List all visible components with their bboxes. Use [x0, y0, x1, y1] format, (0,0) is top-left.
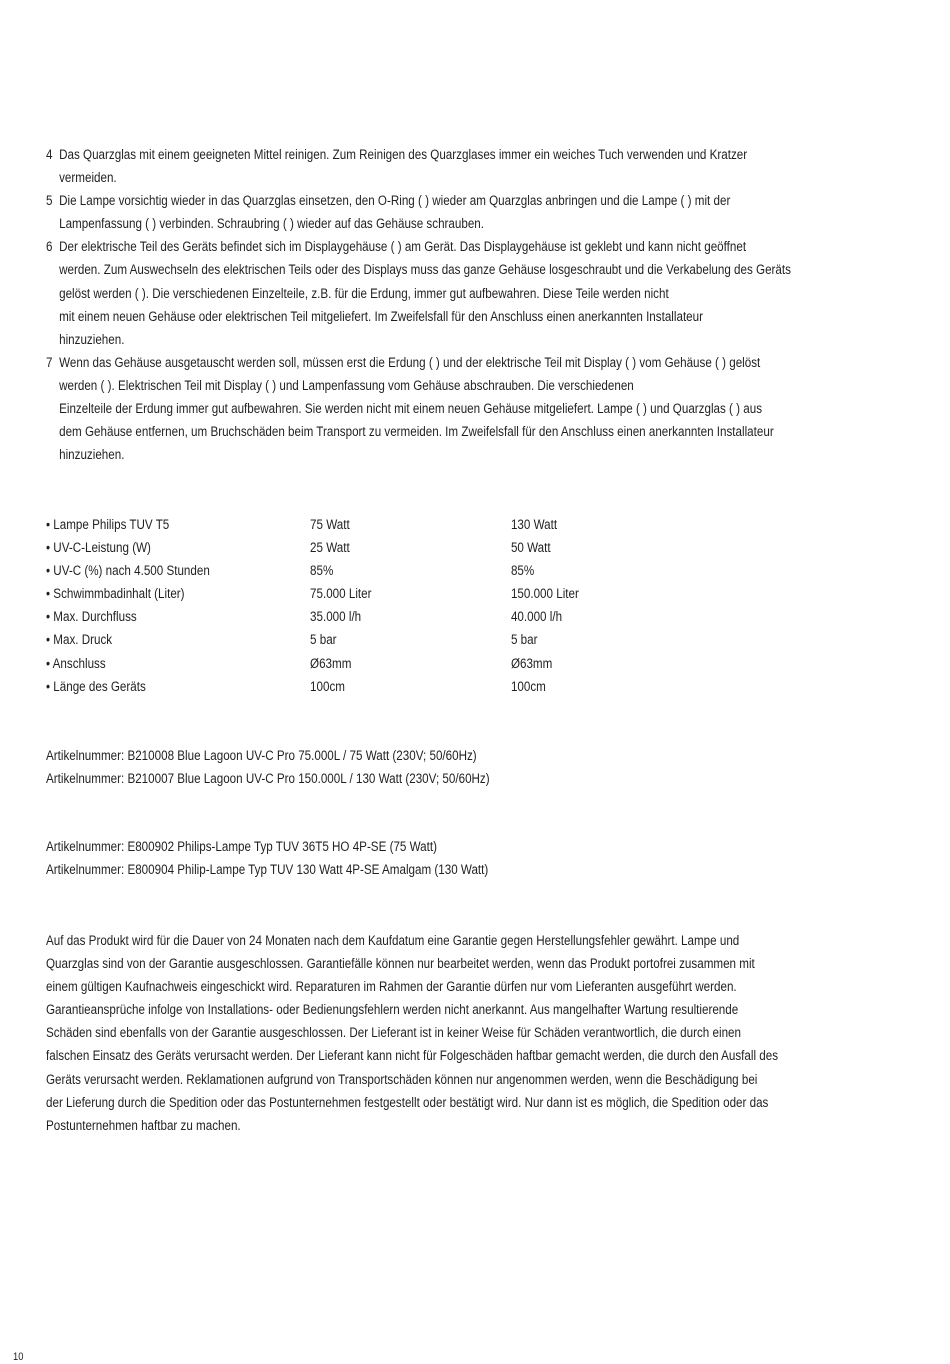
- instruction-steps: [46, 144, 907, 467]
- spec-value-75w: 35.000 l/h: [310, 609, 362, 626]
- spec-row: [46, 514, 620, 537]
- warranty-line: Auf das Produkt wird für die Dauer von 24 Monaten nach dem Kaufdatum eine Garantie gegen Herstellungsfehler gewährt. Lampe und: [46, 933, 740, 949]
- step-text-line: Das Quarzglas mit einem geeigneten Mittel reinigen. Zum Reinigen des Quarzglases immer ein weiches Tuch verwenden und Kratzer: [59, 147, 748, 163]
- spec-value-130w: 50 Watt: [510, 540, 551, 557]
- spec-row: [46, 560, 620, 583]
- step-text-line: hinzuziehen.: [59, 331, 125, 348]
- instruction-step: [46, 144, 907, 190]
- technical-specs-table: [46, 514, 620, 699]
- instruction-step: [46, 236, 907, 351]
- article-number-line: Artikelnummer: B210008 Blue Lagoon UV-C Pro 75.000L / 75 Watt (230V; 50/60Hz): [46, 748, 477, 764]
- warranty-line: einem gültigen Kaufnachweis eingeschickt wird. Reparaturen im Rahmen der Garantie dürfen nur vom Lieferanten ausgeführt werden.: [46, 979, 737, 996]
- spec-value-130w: 40.000 l/h: [510, 609, 563, 626]
- spec-value-75w: 75 Watt: [310, 517, 350, 533]
- spec-label: • UV-C-Leistung (W): [46, 540, 151, 557]
- article-number-line: Artikelnummer: B210007 Blue Lagoon UV-C Pro 150.000L / 130 Watt (230V; 50/60Hz): [46, 771, 490, 788]
- step-text-line: dem Gehäuse entfernen, um Bruchschäden beim Transport zu vermeiden. Im Zweifelsfall für den Anschluss einen anerkannten Installateur: [59, 424, 774, 441]
- spec-value-130w: 5 bar: [510, 632, 538, 649]
- article-number-line: Artikelnummer: E800902 Philips-Lampe Typ TUV 36T5 HO 4P-SE (75 Watt): [46, 839, 437, 855]
- warranty-line: falschen Einsatz des Geräts verursacht werden. Der Lieferant kann nicht für Folgeschäden haftbar gemacht werden, die durch den Ausfall des: [46, 1048, 779, 1065]
- spec-value-75w: Ø63mm: [310, 655, 352, 672]
- warranty-line: Quarzglas sind von der Garantie ausgeschlossen. Garantiefälle können nur bearbeitet werden, wenn das Produkt portofrei zusammen mit: [46, 956, 755, 973]
- lamp-article-numbers: [46, 836, 488, 882]
- spec-value-75w: 85%: [310, 563, 334, 580]
- spec-label: • Lampe Philips TUV T5: [46, 517, 170, 533]
- spec-row: [46, 629, 620, 652]
- spec-label: • Anschluss: [46, 655, 106, 672]
- step-text-line: Die Lampe vorsichtig wieder in das Quarzglas einsetzen, den O-Ring ( ) wieder am Quarzglas anbringen und die Lampe ( ) mit der: [59, 193, 731, 210]
- step-number: 7: [46, 354, 53, 371]
- warranty-line: der Lieferung durch die Spedition oder das Postunternehmen festgestellt oder bestätigt wird. Nur dann ist es möglich, die Spedition oder das: [46, 1094, 769, 1111]
- step-text-line: werden. Zum Auswechseln des elektrischen Teils oder des Displays muss das ganze Gehäuse losgeschraubt und die Verkabelung des Geräts: [59, 262, 791, 279]
- spec-row: [46, 606, 620, 629]
- spec-value-130w: 100cm: [510, 678, 546, 695]
- step-text-line: vermeiden.: [59, 170, 117, 187]
- spec-row: [46, 653, 620, 676]
- step-text-line: Lampenfassung ( ) verbinden. Schraubring ( ) wieder auf das Gehäuse schrauben.: [59, 216, 485, 233]
- spec-row: [46, 676, 620, 699]
- spec-value-130w: 130 Watt: [510, 517, 558, 533]
- spec-row: [46, 583, 620, 606]
- article-number-line: Artikelnummer: E800904 Philip-Lampe Typ TUV 130 Watt 4P-SE Amalgam (130 Watt): [46, 862, 489, 879]
- spec-value-75w: 75.000 Liter: [310, 586, 372, 603]
- warranty-line: Postunternehmen haftbar zu machen.: [46, 1117, 241, 1134]
- instruction-step: [46, 352, 907, 467]
- instruction-step: [46, 190, 907, 236]
- warranty-line: Geräts verursacht werden. Reklamationen aufgrund von Transportschäden können nur angenommen werden, wenn die Beschädigung bei: [46, 1071, 758, 1088]
- spec-value-130w: 85%: [510, 563, 535, 580]
- step-text-line: Wenn das Gehäuse ausgetauscht werden soll, müssen erst die Erdung ( ) und der elektrische Teil mit Display ( ) vom Gehäuse ( ) gelöst: [59, 354, 761, 371]
- page-number: 10: [13, 1351, 24, 1363]
- spec-label: • UV-C (%) nach 4.500 Stunden: [46, 563, 210, 580]
- step-text-line: Einzelteile der Erdung immer gut aufbewahren. Sie werden nicht mit einem neuen Gehäuse mitgeliefert. Lampe ( ) und Quarzglas ( ) aus: [59, 401, 763, 418]
- step-text-line: hinzuziehen.: [59, 447, 125, 464]
- spec-value-130w: Ø63mm: [510, 655, 553, 672]
- step-number: 4: [46, 147, 53, 163]
- warranty-paragraph: [46, 930, 778, 1138]
- step-text-line: gelöst werden ( ). Die verschiedenen Einzelteile, z.B. für die Erdung, immer gut aufbewahren. Diese Teile werden nicht: [59, 285, 669, 302]
- warranty-line: Schäden sind ebenfalls von der Garantie ausgeschlossen. Der Lieferant ist in keiner Weise für Schäden verantwortlich, die durch einen: [46, 1025, 741, 1042]
- step-number: 5: [46, 193, 53, 210]
- spec-label: • Max. Durchfluss: [46, 609, 137, 626]
- step-number: 6: [46, 239, 53, 256]
- spec-value-75w: 25 Watt: [310, 540, 350, 557]
- spec-value-75w: 100cm: [310, 678, 345, 695]
- warranty-line: Garantieansprüche infolge von Installations- oder Bedienungsfehlern werden nicht anerkannt. Aus mangelhafter Wartung resultierende: [46, 1002, 739, 1019]
- spec-label: • Max. Druck: [46, 632, 113, 649]
- device-article-numbers: [46, 745, 490, 791]
- step-text-line: Der elektrische Teil des Geräts befindet sich im Displaygehäuse ( ) am Gerät. Das Displaygehäuse ist geklebt und kann nicht geöffnet: [59, 239, 747, 256]
- spec-value-75w: 5 bar: [310, 632, 337, 649]
- step-text-line: werden ( ). Elektrischen Teil mit Display ( ) und Lampenfassung vom Gehäuse abschrauben. Die verschiedenen: [59, 377, 634, 394]
- spec-label: • Schwimmbadinhalt (Liter): [46, 586, 185, 603]
- spec-row: [46, 537, 620, 560]
- spec-value-130w: 150.000 Liter: [510, 586, 579, 603]
- spec-label: • Länge des Geräts: [46, 678, 146, 695]
- step-text-line: mit einem neuen Gehäuse oder elektrischen Teil mitgeliefert. Im Zweifelsfall für den Anschluss einen anerkannten Installateur: [59, 308, 703, 325]
